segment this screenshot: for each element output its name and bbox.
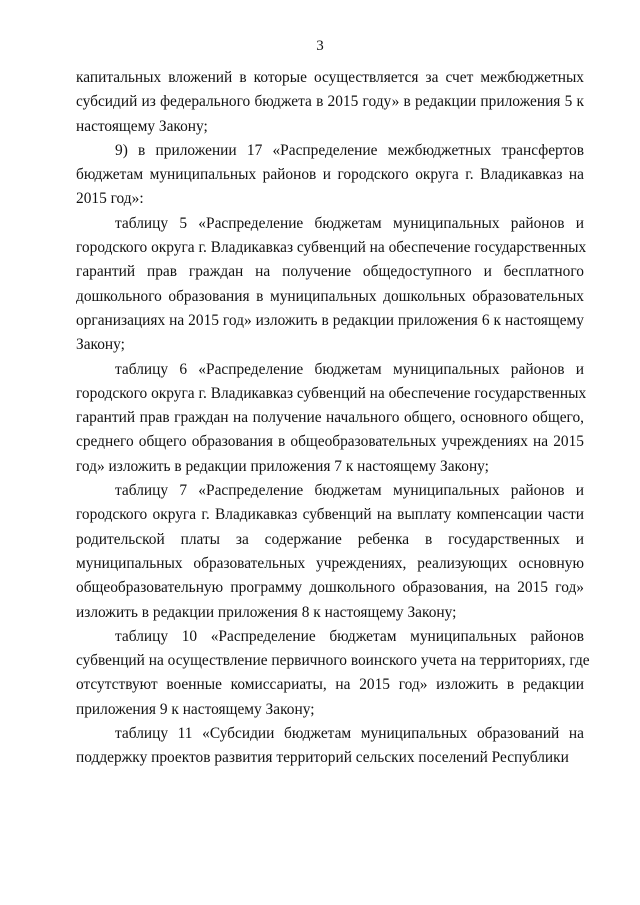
text-line: родительской платы за содержание ребенка в государственных и xyxy=(76,530,584,548)
text-line: субсидий из федерального бюджета в 2015 году» в редакции приложения 5 к xyxy=(76,93,584,111)
paragraph xyxy=(76,66,584,139)
text-line: таблицу 5 «Распределение бюджетам муниципальных районов и xyxy=(115,214,584,232)
text-line: Закону; xyxy=(76,336,125,354)
paragraph xyxy=(76,625,590,722)
text-line: бюджетам муниципальных районов и городского округа г. Владикавказ на xyxy=(76,166,584,184)
text-line: городского округа г. Владикавказ субвенций на обеспечение государственных xyxy=(76,384,587,402)
text-line: городского округа г. Владикавказ субвенций на выплату компенсации части xyxy=(76,506,584,524)
text-line: таблицу 11 «Субсидии бюджетам муниципальных образований на xyxy=(115,725,584,743)
text-line: капитальных вложений в которые осуществляется за счет межбюджетных xyxy=(76,69,584,86)
document-body xyxy=(76,66,590,771)
text-line: общеобразовательную программу дошкольного образования, на 2015 год» xyxy=(76,579,584,597)
text-line: 2015 год»: xyxy=(76,190,144,208)
text-line: изложить в редакции приложения 8 к настоящему Закону; xyxy=(76,603,457,621)
text-line: 9) в приложении 17 «Распределение межбюджетных трансфертов xyxy=(115,141,584,159)
text-line: дошкольного образования в муниципальных дошкольных образовательных xyxy=(76,287,584,305)
text-line: гарантий прав граждан на получение общедоступного и бесплатного xyxy=(76,263,584,281)
text-line: субвенций на осуществление первичного воинского учета на территориях, где xyxy=(76,652,590,670)
text-line: настоящему Закону; xyxy=(76,117,208,135)
text-line: отсутствуют военные комиссариаты, на 2015 год» изложить в редакции xyxy=(76,676,584,694)
text-line: таблицу 7 «Распределение бюджетам муниципальных районов и xyxy=(115,482,584,500)
paragraph xyxy=(76,358,587,479)
text-line: таблицу 6 «Распределение бюджетам муниципальных районов и xyxy=(115,360,584,378)
paragraph xyxy=(76,722,584,771)
text-line: таблицу 10 «Распределение бюджетам муниципальных районов xyxy=(115,627,584,645)
text-line: поддержку проектов развития территорий сельских поселений Республики xyxy=(76,749,569,767)
text-line: приложения 9 к настоящему Закону; xyxy=(76,700,315,718)
text-line: городского округа г. Владикавказ субвенций на обеспечение государственных xyxy=(76,239,587,257)
text-line: гарантий прав граждан на получение начального общего, основного общего, xyxy=(76,409,584,427)
text-line: организациях на 2015 год» изложить в редакции приложения 6 к настоящему xyxy=(76,311,584,329)
text-line: муниципальных образовательных учреждениях, реализующих основную xyxy=(76,554,584,572)
page-number: 3 xyxy=(316,38,324,54)
text-line: среднего общего образования в общеобразовательных учреждениях на 2015 xyxy=(76,433,584,451)
paragraph xyxy=(76,139,584,212)
text-line: год» изложить в редакции приложения 7 к настоящему Закону; xyxy=(76,457,489,475)
paragraph xyxy=(76,479,584,625)
paragraph xyxy=(76,212,587,358)
